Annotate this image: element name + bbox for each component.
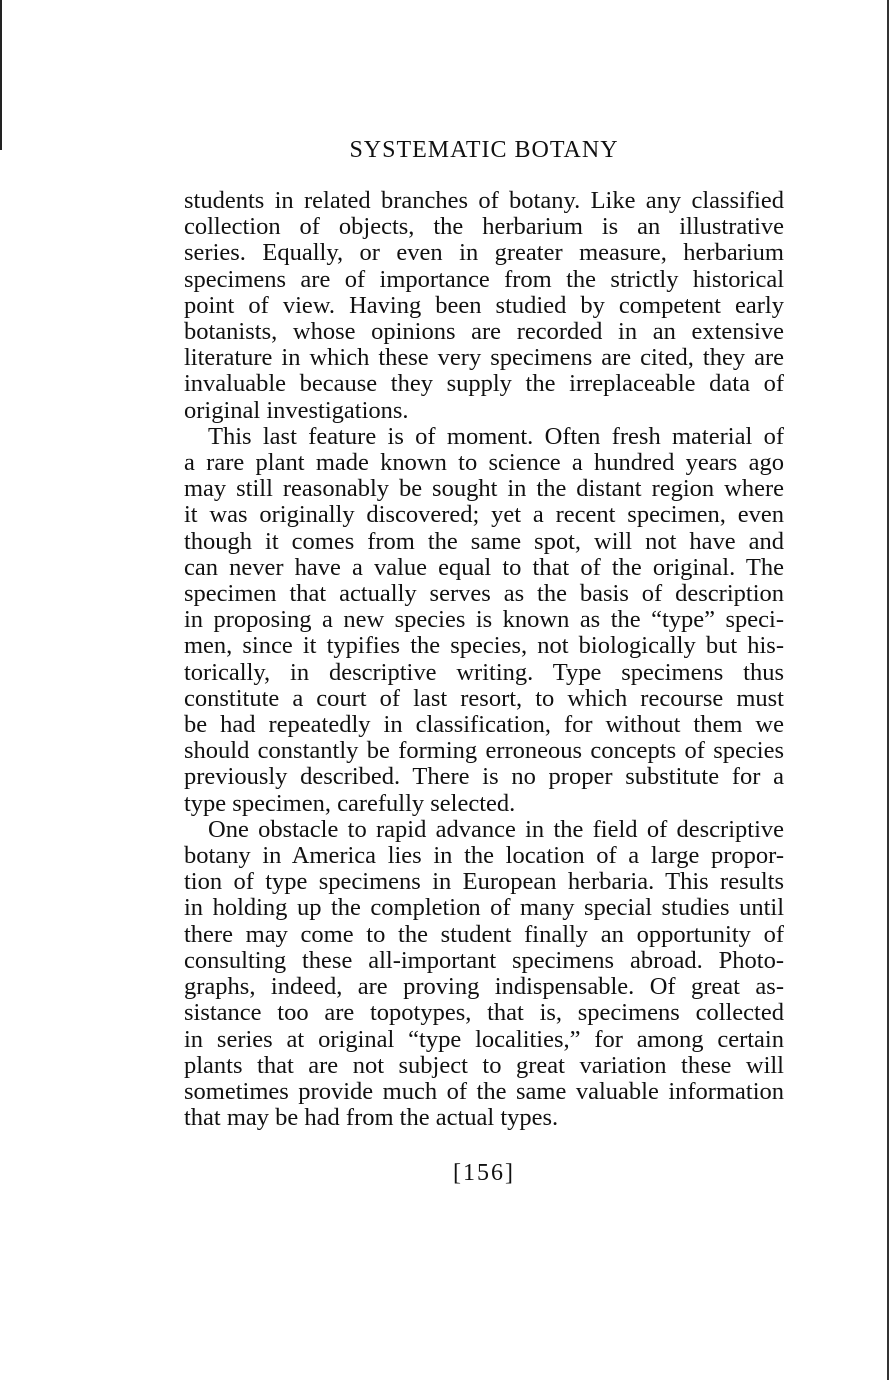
- text-line: series. Equally, or even in greater measure, herbarium: [184, 240, 784, 267]
- page-number: [156]: [453, 1160, 515, 1186]
- text-line: though it comes from the same spot, will not have and: [184, 528, 784, 555]
- text-line: constitute a court of last resort, to which recourse must: [184, 685, 784, 712]
- text-line: be had repeatedly in classification, for without them we: [184, 712, 784, 739]
- paragraph-2: [184, 424, 784, 817]
- book-page: [184, 134, 784, 1186]
- text-line: One obstacle to rapid advance in the field of descriptive: [208, 816, 784, 843]
- text-line: botany in America lies in the location of a large propor-: [184, 843, 784, 870]
- text-line: graphs, indeed, are proving indispensable. Of great as-: [184, 974, 784, 1001]
- text-line: This last feature is of moment. Often fresh material of: [208, 423, 784, 450]
- text-body: [184, 188, 784, 1131]
- text-line: in holding up the completion of many special studies until: [184, 895, 784, 922]
- text-line: men, since it typifies the species, not biologically but his-: [184, 633, 784, 660]
- text-line: point of view. Having been studied by competent early: [184, 292, 784, 319]
- text-line: in series at original “type localities,” for among certain: [184, 1026, 784, 1053]
- text-line: there may come to the student finally an opportunity of: [184, 921, 784, 948]
- text-line: a rare plant made known to science a hundred years ago: [184, 450, 784, 477]
- text-line: sometimes provide much of the same valuable information: [184, 1078, 784, 1105]
- text-line: collection of objects, the herbarium is an illustrative: [184, 214, 784, 241]
- page-edge-right: [887, 0, 889, 1380]
- text-line: may still reasonably be sought in the distant region where: [184, 476, 784, 503]
- text-line: original investigations.: [184, 397, 409, 424]
- running-head: SYSTEMATIC BOTANY: [349, 137, 619, 163]
- text-line: that may be had from the actual types.: [184, 1105, 559, 1132]
- text-line: students in related branches of botany. Like any classified: [184, 188, 784, 214]
- text-line: specimen that actually serves as the basis of description: [184, 581, 784, 608]
- text-line: type specimen, carefully selected.: [184, 790, 516, 817]
- text-line: torically, in descriptive writing. Type specimens thus: [184, 659, 784, 686]
- text-line: tion of type specimens in European herbaria. This results: [184, 869, 784, 896]
- text-line: literature in which these very specimens are cited, they are: [184, 345, 784, 372]
- text-line: invaluable because they supply the irreplaceable data of: [184, 371, 784, 398]
- text-line: plants that are not subject to great variation these will: [184, 1052, 784, 1079]
- text-line: in proposing a new species is known as the “type” speci-: [184, 607, 784, 634]
- text-line: can never have a value equal to that of the original. The: [184, 554, 784, 581]
- text-line: sistance too are topotypes, that is, specimens collected: [184, 1000, 784, 1027]
- text-line: specimens are of importance from the strictly historical: [184, 266, 784, 293]
- text-line: botanists, whose opinions are recorded in an extensive: [184, 319, 784, 346]
- text-line: consulting these all-important specimens abroad. Photo-: [184, 947, 784, 974]
- text-line: previously described. There is no proper substitute for a: [184, 764, 784, 791]
- page-edge-left: [0, 0, 2, 150]
- paragraph-3: [184, 817, 784, 1131]
- text-line: it was originally discovered; yet a recent specimen, even: [184, 502, 784, 529]
- paragraph-1: [184, 188, 784, 424]
- text-line: should constantly be forming erroneous concepts of species: [184, 738, 784, 765]
